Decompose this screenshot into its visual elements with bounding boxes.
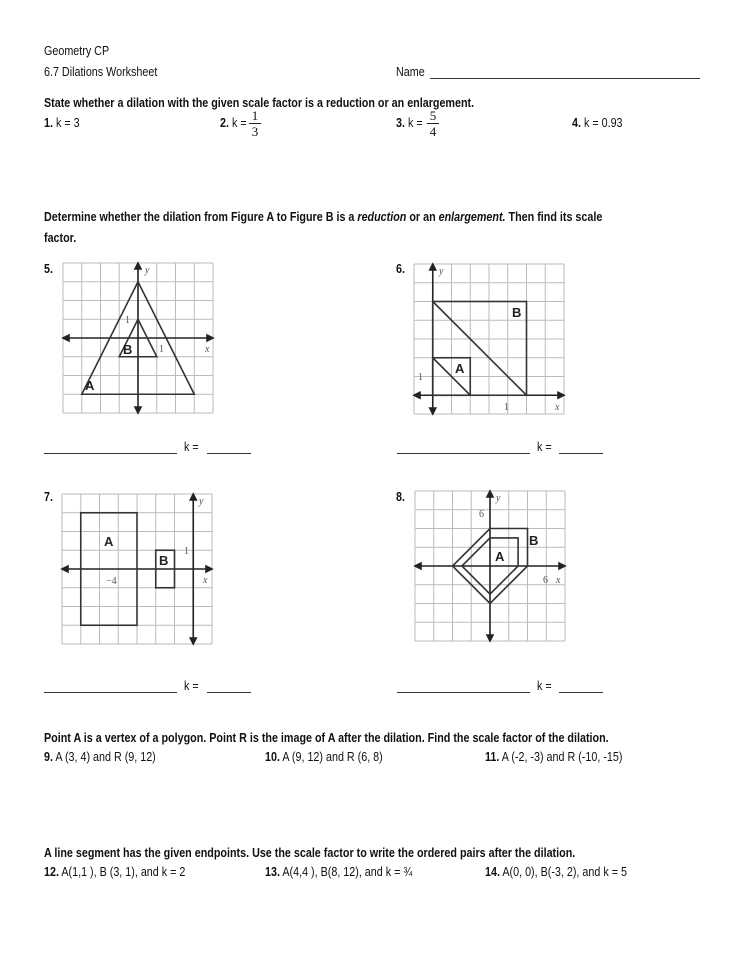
svg-text:1: 1 <box>184 546 189 557</box>
problem-9: 9. A (3, 4) and R (9, 12) <box>44 750 156 764</box>
problem-7-answer-field[interactable] <box>44 692 177 693</box>
name-label: Name <box>396 65 425 79</box>
svg-text:6: 6 <box>543 575 548 586</box>
svg-text:y: y <box>199 496 204 507</box>
problem-5-number: 5. <box>44 262 53 276</box>
svg-text:−4: −4 <box>106 576 117 587</box>
section4-instruction: A line segment has the given endpoints. Use the scale factor to write the ordered pairs after the dilation. <box>44 846 576 860</box>
problem-3-fraction: $\frac{5}{4}$ <box>427 109 439 139</box>
problem-5-answer-field[interactable] <box>44 453 177 454</box>
section3-instruction: Point A is a vertex of a polygon. Point R is the image of A after the dilation. Find the scale factor of the dilation. <box>44 731 609 745</box>
problem-5-k-label: k = <box>184 440 199 454</box>
figure-a-label: A <box>495 549 505 564</box>
name-field[interactable] <box>430 78 700 79</box>
problem-10: 10. A (9, 12) and R (6, 8) <box>265 750 383 764</box>
problem-7-k-label: k = <box>184 679 199 693</box>
problem-14: 14. A(0, 0), B(-3, 2), and k = 5 <box>485 865 627 879</box>
svg-text:y: y <box>439 266 444 277</box>
svg-text:1: 1 <box>125 315 130 326</box>
graph-5 <box>63 263 213 413</box>
svg-text:x: x <box>555 402 560 413</box>
problem-4: 4. k = 0.93 <box>572 116 623 130</box>
problem-6-answer-field[interactable] <box>397 453 530 454</box>
problem-8-answer-field[interactable] <box>397 692 530 693</box>
problem-2: 2. k = <box>220 116 247 130</box>
problem-8-k-field[interactable] <box>559 692 603 693</box>
problem-3: 3. k = <box>396 116 423 130</box>
problem-7-number: 7. <box>44 490 53 504</box>
problem-2-fraction: $\frac{1}{3}$ <box>249 109 261 139</box>
problem-1: 1. k = 3 <box>44 116 80 130</box>
figure-a-label: A <box>104 534 114 549</box>
svg-text:x: x <box>556 575 561 586</box>
graph-6 <box>414 264 564 414</box>
figure-b-label: B <box>159 553 169 568</box>
svg-text:y: y <box>496 493 501 504</box>
problem-5-k-field[interactable] <box>207 453 251 454</box>
problem-6-k-label: k = <box>537 440 552 454</box>
svg-text:x: x <box>203 575 208 586</box>
svg-text:1: 1 <box>159 344 164 355</box>
svg-text:y: y <box>145 265 150 276</box>
section1-instruction: State whether a dilation with the given scale factor is a reduction or an enlargement. <box>44 96 475 110</box>
problem-12: 12. A(1,1 ), B (3, 1), and k = 2 <box>44 865 186 879</box>
problem-13: 13. A(4,4 ), B(8, 12), and k = ¾ <box>265 865 413 879</box>
section2-instruction-line2: factor. <box>44 231 77 245</box>
svg-text:6: 6 <box>479 509 484 520</box>
figure-b-label: B <box>123 342 133 357</box>
figure-b-label: B <box>512 305 522 320</box>
problem-6-k-field[interactable] <box>559 453 603 454</box>
figure-a-label: A <box>455 361 465 376</box>
svg-text:x: x <box>205 344 210 355</box>
problem-8-number: 8. <box>396 490 405 504</box>
section2-instruction: Determine whether the dilation from Figure A to Figure B is a reduction or an enlargement. Then find its scale <box>44 210 603 224</box>
problem-11: 11. A (-2, -3) and R (-10, -15) <box>485 750 623 764</box>
svg-text:1: 1 <box>504 402 509 413</box>
graph-8 <box>415 491 565 641</box>
figure-a-label: A <box>85 378 95 393</box>
problem-6-number: 6. <box>396 262 405 276</box>
worksheet-title: 6.7 Dilations Worksheet <box>44 65 158 79</box>
graph-7 <box>62 494 212 644</box>
figure-b-label: B <box>529 533 539 548</box>
problem-8-k-label: k = <box>537 679 552 693</box>
svg-text:1: 1 <box>418 372 423 383</box>
problem-7-k-field[interactable] <box>207 692 251 693</box>
course-title: Geometry CP <box>44 44 110 58</box>
